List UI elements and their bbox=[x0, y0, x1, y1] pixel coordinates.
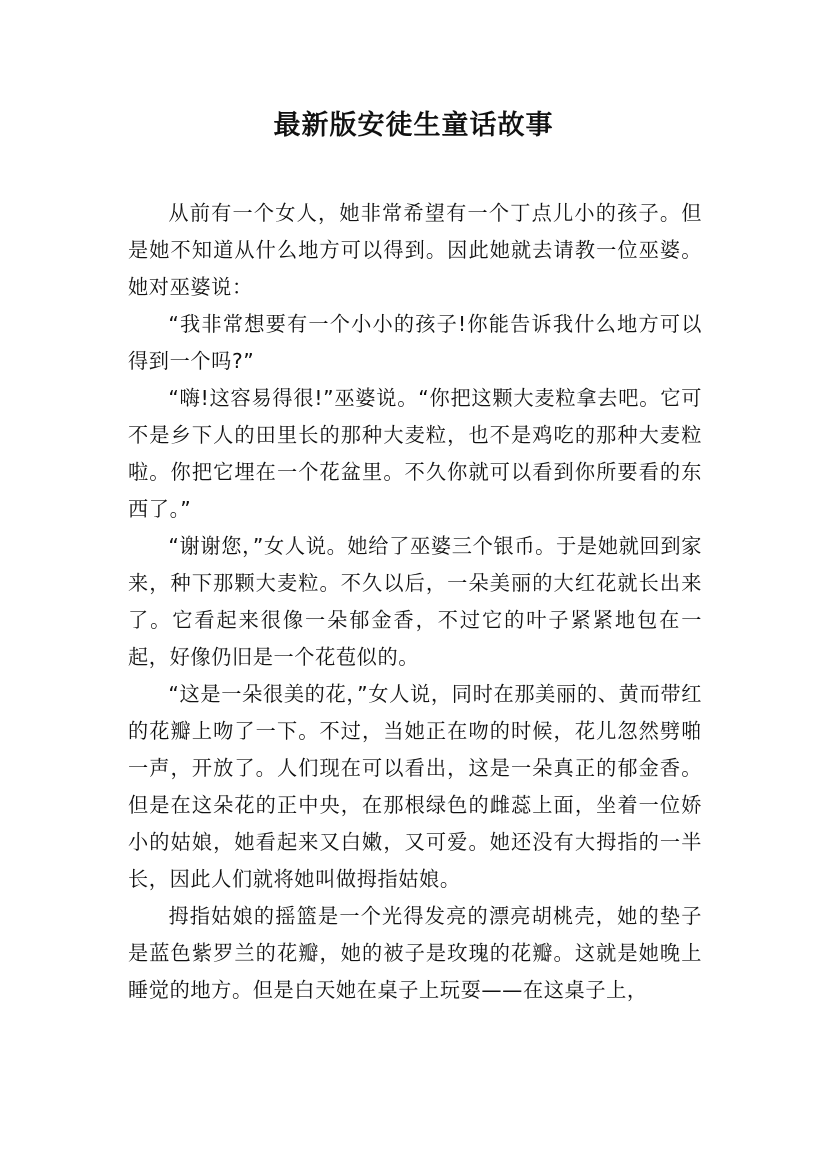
document-body bbox=[128, 195, 702, 1009]
paragraph: 拇指姑娘的摇篮是一个光得发亮的漂亮胡桃壳，她的垫子是蓝色紫罗兰的花瓣，她的被子是玫瑰的花瓣。这就是她晚上睡觉的地方。但是白天她在桌子上玩耍——在这桌子上， bbox=[128, 904, 702, 1002]
paragraph: “嗨!这容易得很!”巫婆说。“你把这颗大麦粒拿去吧。它可不是乡下人的田里长的那种大麦粒，也不是鸡吃的那种大麦粒啦。你把它埋在一个花盆里。不久你就可以看到你所要看的东西了。” bbox=[128, 386, 702, 521]
paragraph: “我非常想要有一个小小的孩子!你能告诉我什么地方可以得到一个吗?” bbox=[128, 312, 702, 373]
paragraph: 从前有一个女人，她非常希望有一个丁点儿小的孩子。但是她不知道从什么地方可以得到。因此她就去请教一位巫婆。她对巫婆说： bbox=[128, 201, 702, 299]
paragraph: “谢谢您，”女人说。她给了巫婆三个银币。于是她就回到家来，种下那颗大麦粒。不久以后，一朵美丽的大红花就长出来了。它看起来很像一朵郁金香，不过它的叶子紧紧地包在一起，好像仍旧是一个花苞似的。 bbox=[128, 534, 702, 669]
document-title: 最新版安徒生童话故事 bbox=[273, 110, 554, 141]
paragraph: “这是一朵很美的花，”女人说，同时在那美丽的、黄而带红的花瓣上吻了一下。不过，当她正在吻的时候，花儿忽然劈啪一声，开放了。人们现在可以看出，这是一朵真正的郁金香。但是在这朵花的正中央，在那根绿色的雌蕊上面，坐着一位娇小的姑娘，她看起来又白嫩，又可爱。她还没有大拇指的一半长，因此人们就将她叫做拇指姑娘。 bbox=[128, 682, 702, 891]
